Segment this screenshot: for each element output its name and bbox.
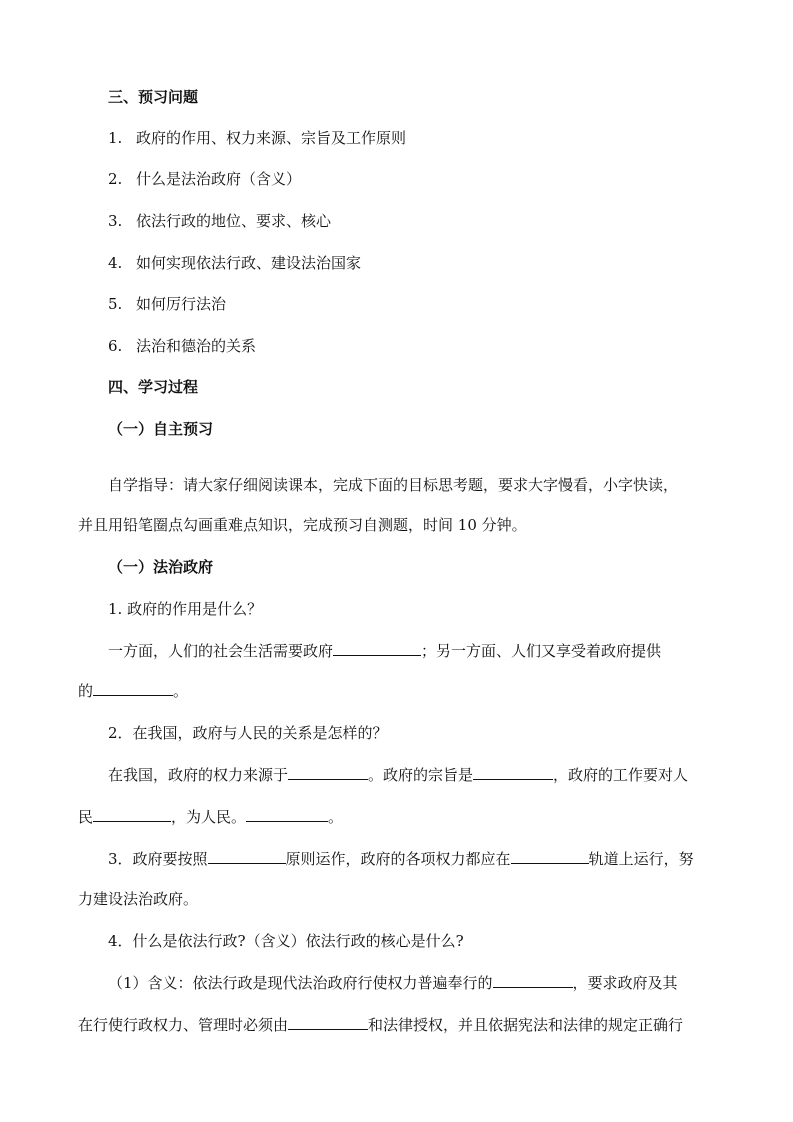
list-item bbox=[108, 293, 226, 315]
q1-text-b: ；另一方面、人们又享受着政府提供 bbox=[421, 642, 662, 660]
fill-blank[interactable] bbox=[208, 848, 286, 864]
q1-text-a: 一方面，人们的社会生活需要政府 bbox=[108, 642, 334, 660]
list-item-text: 依法行政的地位、要求、核心 bbox=[136, 212, 332, 230]
fill-blank[interactable] bbox=[93, 806, 171, 822]
q4-text-c: 在行使行政权力、管理时必须由 bbox=[78, 1016, 289, 1034]
question-4: 4．什么是依法行政?（含义）依法行政的核心是什么? bbox=[108, 932, 464, 950]
q1-answer-line1 bbox=[108, 640, 661, 662]
list-item bbox=[108, 335, 256, 357]
fill-blank[interactable] bbox=[246, 806, 328, 822]
subheading-self-preview: （一）自主预习 bbox=[108, 420, 214, 438]
guide-paragraph-line2: 并且用铅笔圈点勾画重难点知识，完成预习自测题，时间 10 分钟。 bbox=[78, 516, 527, 534]
fill-blank[interactable] bbox=[493, 972, 573, 988]
question-1: 1. 政府的作用是什么？ bbox=[108, 600, 263, 618]
list-item-number: 5. bbox=[108, 295, 123, 313]
q2-text-c: ，政府的工作要对人 bbox=[553, 766, 689, 784]
fill-blank[interactable] bbox=[288, 1014, 368, 1030]
q4-answer-line1 bbox=[108, 972, 678, 994]
list-item-text: 什么是法治政府（含义） bbox=[136, 170, 302, 188]
list-item-number: 4. bbox=[108, 254, 123, 272]
fill-blank[interactable] bbox=[93, 680, 173, 696]
guide-paragraph-line1: 自学指导：请大家仔细阅读课本，完成下面的目标思考题，要求大字慢看，小字快读， bbox=[108, 476, 679, 494]
q2-text-e: ，为人民。 bbox=[171, 808, 247, 826]
list-item-number: 6. bbox=[108, 337, 123, 355]
q1-text-d: 。 bbox=[173, 682, 189, 700]
question-2: 2．在我国，政府与人民的关系是怎样的？ bbox=[108, 724, 388, 742]
list-item bbox=[108, 127, 406, 149]
list-item-number: 3. bbox=[108, 212, 123, 230]
fill-blank[interactable] bbox=[511, 848, 589, 864]
q4-answer-line2 bbox=[78, 1014, 683, 1036]
list-item-number: 1. bbox=[108, 129, 123, 147]
list-item-text: 如何实现依法行政、建设法治国家 bbox=[136, 254, 362, 272]
q4-text-b: ，要求政府及其 bbox=[572, 974, 678, 992]
q4-text-a: （1）含义：依法行政是现代法治政府行使权力普遍奉行的 bbox=[108, 974, 493, 992]
list-item-number: 2. bbox=[108, 170, 123, 188]
q2-text-d: 民 bbox=[78, 808, 94, 826]
q2-text-a: 在我国，政府的权力来源于 bbox=[108, 766, 289, 784]
subheading-rule-of-law-government: （一）法治政府 bbox=[108, 558, 214, 576]
list-item-text: 法治和德治的关系 bbox=[136, 337, 257, 355]
q2-answer-line2 bbox=[78, 806, 343, 828]
fill-blank[interactable] bbox=[288, 764, 368, 780]
list-item-text: 如何厉行法治 bbox=[136, 295, 227, 313]
q4-text-d: 和法律授权，并且依据宪法和法律的规定正确行 bbox=[368, 1016, 684, 1034]
section-heading-preview-questions: 三、预习问题 bbox=[108, 88, 199, 106]
q2-text-b: 。政府的宗旨是 bbox=[368, 766, 474, 784]
q3-text-a: 3．政府要按照 bbox=[108, 850, 208, 868]
fill-blank[interactable] bbox=[333, 640, 421, 656]
list-item bbox=[108, 168, 301, 190]
q2-text-f: 。 bbox=[328, 808, 344, 826]
section-heading-learning-process: 四、学习过程 bbox=[108, 378, 199, 396]
list-item-text: 政府的作用、权力来源、宗旨及工作原则 bbox=[136, 129, 407, 147]
q3-text-c: 轨道上运行，努 bbox=[588, 850, 694, 868]
q2-answer-line1 bbox=[108, 764, 688, 786]
list-item bbox=[108, 252, 361, 274]
question-3-line2: 力建设法治政府。 bbox=[78, 890, 199, 908]
question-3-line1 bbox=[108, 848, 694, 870]
q3-text-b: 原则运作，政府的各项权力都应在 bbox=[285, 850, 511, 868]
fill-blank[interactable] bbox=[473, 764, 553, 780]
q1-answer-line2 bbox=[78, 680, 188, 702]
list-item bbox=[108, 210, 331, 232]
q1-text-c: 的 bbox=[78, 682, 94, 700]
